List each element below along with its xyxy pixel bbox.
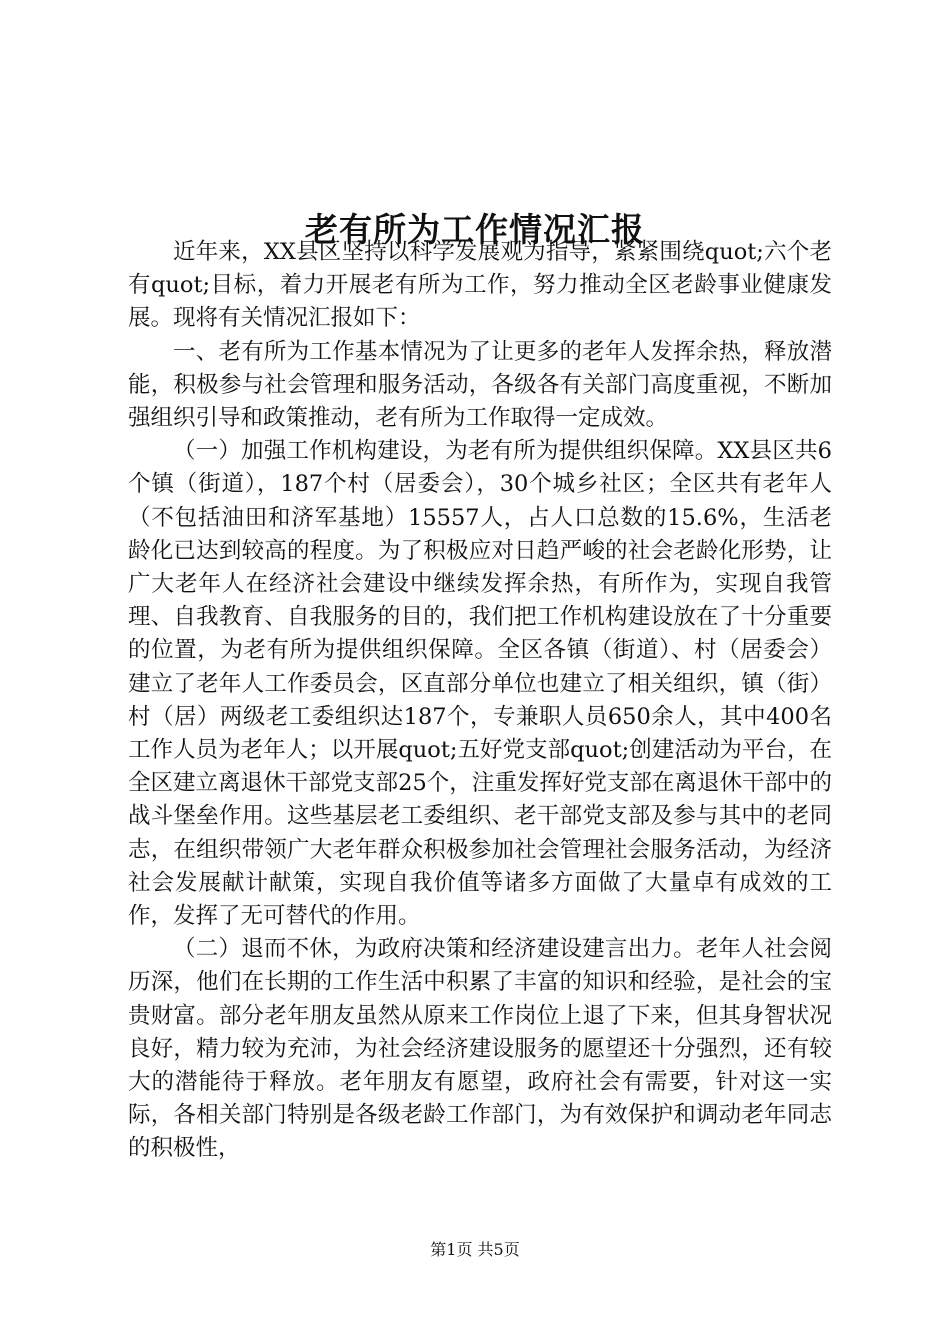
document-body [128,236,832,1166]
paragraph-intro: 近年来，XX县区坚持以科学发展观为指导，紧紧围绕quot;六个老有quot;目标，着力开展老有所为工作，努力推动全区老龄事业健康发展。现将有关情况汇报如下： [128,239,832,332]
document-title: 老有所为工作情况汇报 [305,210,645,250]
paragraph-section-1-2: （二）退而不休，为政府决策和经济建设建言出力。老年人社会阅历深，他们在长期的工作生活中积累了丰富的知识和经验，是社会的宝贵财富。部分老年朋友虽然从原来工作岗位上退了下来，但其身智状况良好，精力较为充沛，为社会经济建设服务的愿望还十分强烈，还有较大的潜能待于释放。老年朋友有愿望，政府社会有需要，针对这一实际，各相关部门特别是各级老龄工作部门，为有效保护和调动老年同志的积极性， [128,936,832,1162]
page-number-footer: 第1页 共5页 [430,1240,520,1259]
paragraph-section-1-1: （一）加强工作机构建设，为老有所为提供组织保障。XX县区共6个镇（街道），187个村（居委会），30个城乡社区；全区共有老年人（不包括油田和济军基地）15557人，占人口总数的15.6%，生活老龄化已达到较高的程度。为了积极应对日趋严峻的社会老龄化形势，让广大老年人在经济社会建设中继续发挥余热，有所作为，实现自我管理、自我教育、自我服务的目的，我们把工作机构建设放在了十分重要的位置，为老有所为提供组织保障。全区各镇（街道）、村（居委会）建立了老年人工作委员会，区直部分单位也建立了相关组织，镇（街）村（居）两级老工委组织达187个，专兼职人员650余人，其中400名工作人员为老年人；以开展quot;五好党支部quot;创建活动为平台，在全区建立离退休干部党支部25个，注重发挥好党支部在离退休干部中的战斗堡垒作用。这些基层老工委组织、老干部党支部及参与其中的老同志，在组织带领广大老年群众积极参加社会管理社会服务活动，为经济社会发展献计献策，实现自我价值等诸多方面做了大量卓有成效的工作，发挥了无可替代的作用。 [128,438,832,930]
paragraph-section-1: 一、老有所为工作基本情况为了让更多的老年人发挥余热，释放潜能，积极参与社会管理和服务活动，各级各有关部门高度重视，不断加强组织引导和政策推动，老有所为工作取得一定成效。 [128,338,832,432]
